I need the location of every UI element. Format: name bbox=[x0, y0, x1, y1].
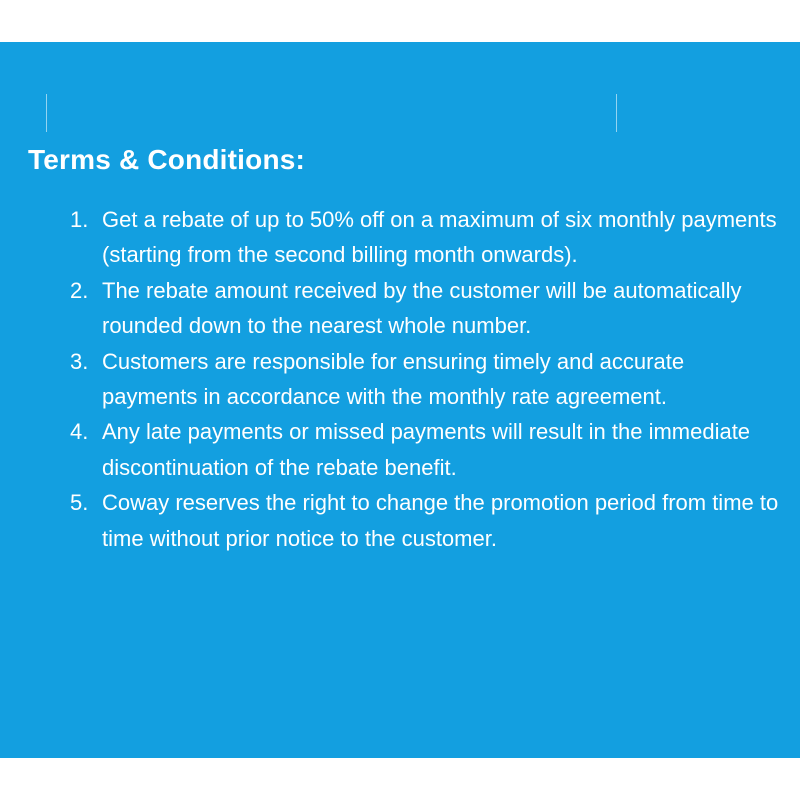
term-text: Customers are responsible for ensuring timely and accurate payments in accordance with the monthly rate agreement. bbox=[102, 348, 685, 410]
term-number: 4. bbox=[70, 419, 89, 445]
term-number: 2. bbox=[70, 277, 89, 303]
terms-panel bbox=[0, 42, 800, 758]
term-item bbox=[70, 414, 782, 485]
term-item bbox=[70, 202, 782, 273]
terms-title: Terms & Conditions: bbox=[28, 144, 306, 175]
term-item bbox=[70, 485, 782, 556]
term-number: 1. bbox=[70, 207, 89, 232]
term-text: Any late payments or missed payments will result in the immediate discontinuation of the rebate benefit. bbox=[102, 419, 751, 480]
decorative-line bbox=[46, 94, 47, 132]
terms-list bbox=[70, 202, 782, 556]
decorative-line bbox=[616, 94, 617, 132]
term-number: 5. bbox=[70, 490, 89, 516]
term-text: Get a rebate of up to 50% off on a maximum of six monthly payments (starting from the second billing month onwards). bbox=[102, 207, 777, 268]
term-item bbox=[70, 344, 782, 415]
term-text: The rebate amount received by the customer will be automatically rounded down to the nearest whole number. bbox=[102, 277, 742, 339]
term-item bbox=[70, 273, 782, 344]
term-text: Coway reserves the right to change the promotion period from time to time without prior notice to the customer. bbox=[102, 490, 779, 551]
term-number: 3. bbox=[70, 348, 89, 374]
